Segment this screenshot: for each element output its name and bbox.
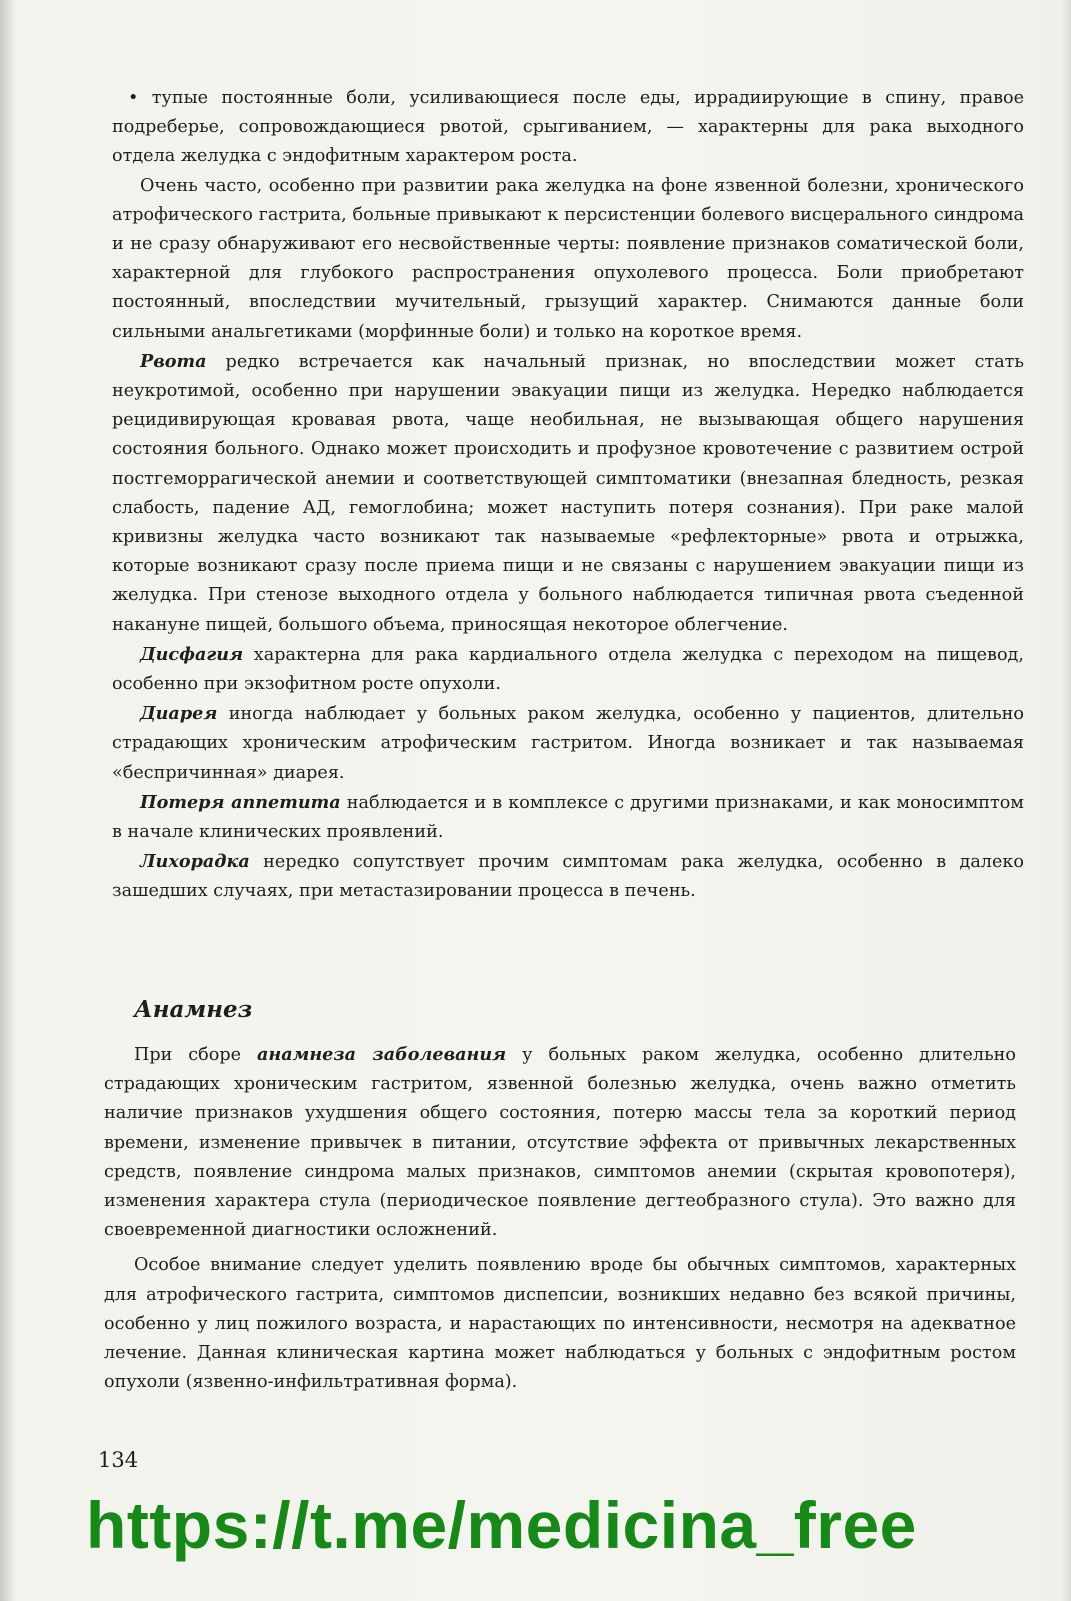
paragraph-text-lead: При сборе — [134, 1045, 257, 1065]
term-diarrhea: Диарея — [140, 703, 218, 725]
term-vomiting: Рвота — [140, 350, 207, 372]
paragraph-fever — [112, 847, 1024, 906]
paragraph-text: редко встречается как начальный признак, но впоследствии может стать неукротимой, особенно при нарушении эвакуации пищи из желудка. Нередко наблюдается рецидивирующая кровавая рвота, чаще необильная, не вызывающая общего нарушения состояния больного. Однако может происходить и профузное кровотечение с развитием острой постгеморрагической анемии и соответствующей симптоматики (внезапная бледность, резкая слабость, падение АД, гемоглобина; может наступить потеря сознания). При раке малой кривизны желудка часто возникают так называемые «рефлекторные» рвота и отрыжка, которые возникают сразу после приема пищи и не связаны с нарушением эвакуации пищи из желудка. При стенозе выходного отдела у больного наблюдается типичная рвота съеденной накануне пищей, большого объема, приносящая некоторое облегчение. — [112, 351, 1024, 635]
body-text-top — [112, 84, 1024, 907]
term-dysphagia: Дисфагия — [140, 643, 244, 665]
paragraph-vomiting — [112, 347, 1024, 640]
term-fever: Лихорадка — [140, 851, 250, 873]
binding-shadow — [0, 0, 14, 1601]
watermark-link[interactable]: https://t.me/medicina_free — [86, 1488, 917, 1562]
paragraph-text: иногда наблюдает у больных раком желудка, особенно у пациентов, длительно страдающих хроническим атрофическим гастритом. Иногда возникает и так называемая «беспричинная» диарея. — [112, 704, 1024, 783]
paragraph-anamnesis-collection — [104, 1040, 1016, 1245]
paragraph-special-attention — [104, 1251, 1016, 1397]
body-text-bottom — [104, 1040, 1016, 1397]
paragraph-text: характерна для рака кардиального отдела желудка с переходом на пищевод, особенно при экзофитном росте опухоли. — [112, 644, 1024, 695]
paragraph-text: • тупые постоянные боли, усиливающиеся после еды, иррадиирующие в спину, правое подреберье, сопровождающиеся рвотой, срыгиванием, — характерны для рака выходного отдела желудка с эндофитным характером роста. — [112, 88, 1024, 167]
paragraph-text: Особое внимание следует уделить появлению вроде бы обычных симптомов, характерных для атрофического гастрита, симптомов диспепсии, возникших недавно без всякой причины, особенно у лиц пожилого возраста, и нарастающих по интенсивности, несмотря на адекватное лечение. Данная клиническая картина может наблюдаться у больных с эндофитным ростом опухоли (язвенно-инфильтративная форма). — [104, 1255, 1016, 1393]
paragraph-text: у больных раком желудка, особенно длительно страдающих хроническим гастритом, язвенной болезнью желудка, очень важно отметить наличие признаков ухудшения общего состояния, потерю массы тела за короткий период времени, изменение привычек в питании, отсутствие эффекта от привычных лекарственных средств, появление синдрома малых признаков, симптомов анемии (скрытая кровопотеря), изменения характера стула (периодическое появление дегтеобразного стула). Это важно для своевременной диагностики осложнений. — [104, 1045, 1016, 1241]
paragraph-text: Очень часто, особенно при развитии рака желудка на фоне язвенной болезни, хронического атрофического гастрита, больные привыкают к персистенции болевого висцерального синдрома и не сразу обнаруживают его несвойственные черты: появление признаков соматической боли, характерной для глубокого распространения опухолевого процесса. Боли приобретают постоянный, впоследствии мучительный, грызущий характер. Снимаются данные боли сильными анальгетиками (морфинные боли) и только на короткое время. — [112, 175, 1024, 342]
section-heading-anamnesis: Анамнез — [134, 996, 253, 1023]
term-anamnesis: анамнеза заболевания — [256, 1044, 507, 1065]
paragraph-pain-details — [112, 172, 1024, 347]
paragraph-text: наблюдается и в комплексе с другими признаками, и как моносимптом в начале клинических проявлений. — [112, 792, 1024, 843]
paragraph-text: нередко сопутствует прочим симптомам рака желудка, особенно в далеко зашедших случаях, при метастазировании процесса в печень. — [112, 852, 1024, 902]
page-edge-shadow — [1061, 0, 1071, 1601]
paragraph-diarrhea — [112, 699, 1024, 788]
paragraph-dysphagia — [112, 640, 1024, 699]
term-appetite-loss: Потеря аппетита — [140, 791, 341, 813]
paragraph-appetite-loss — [112, 788, 1024, 847]
page-number: 134 — [98, 1448, 139, 1472]
paragraph-bullet-pain — [112, 84, 1024, 172]
